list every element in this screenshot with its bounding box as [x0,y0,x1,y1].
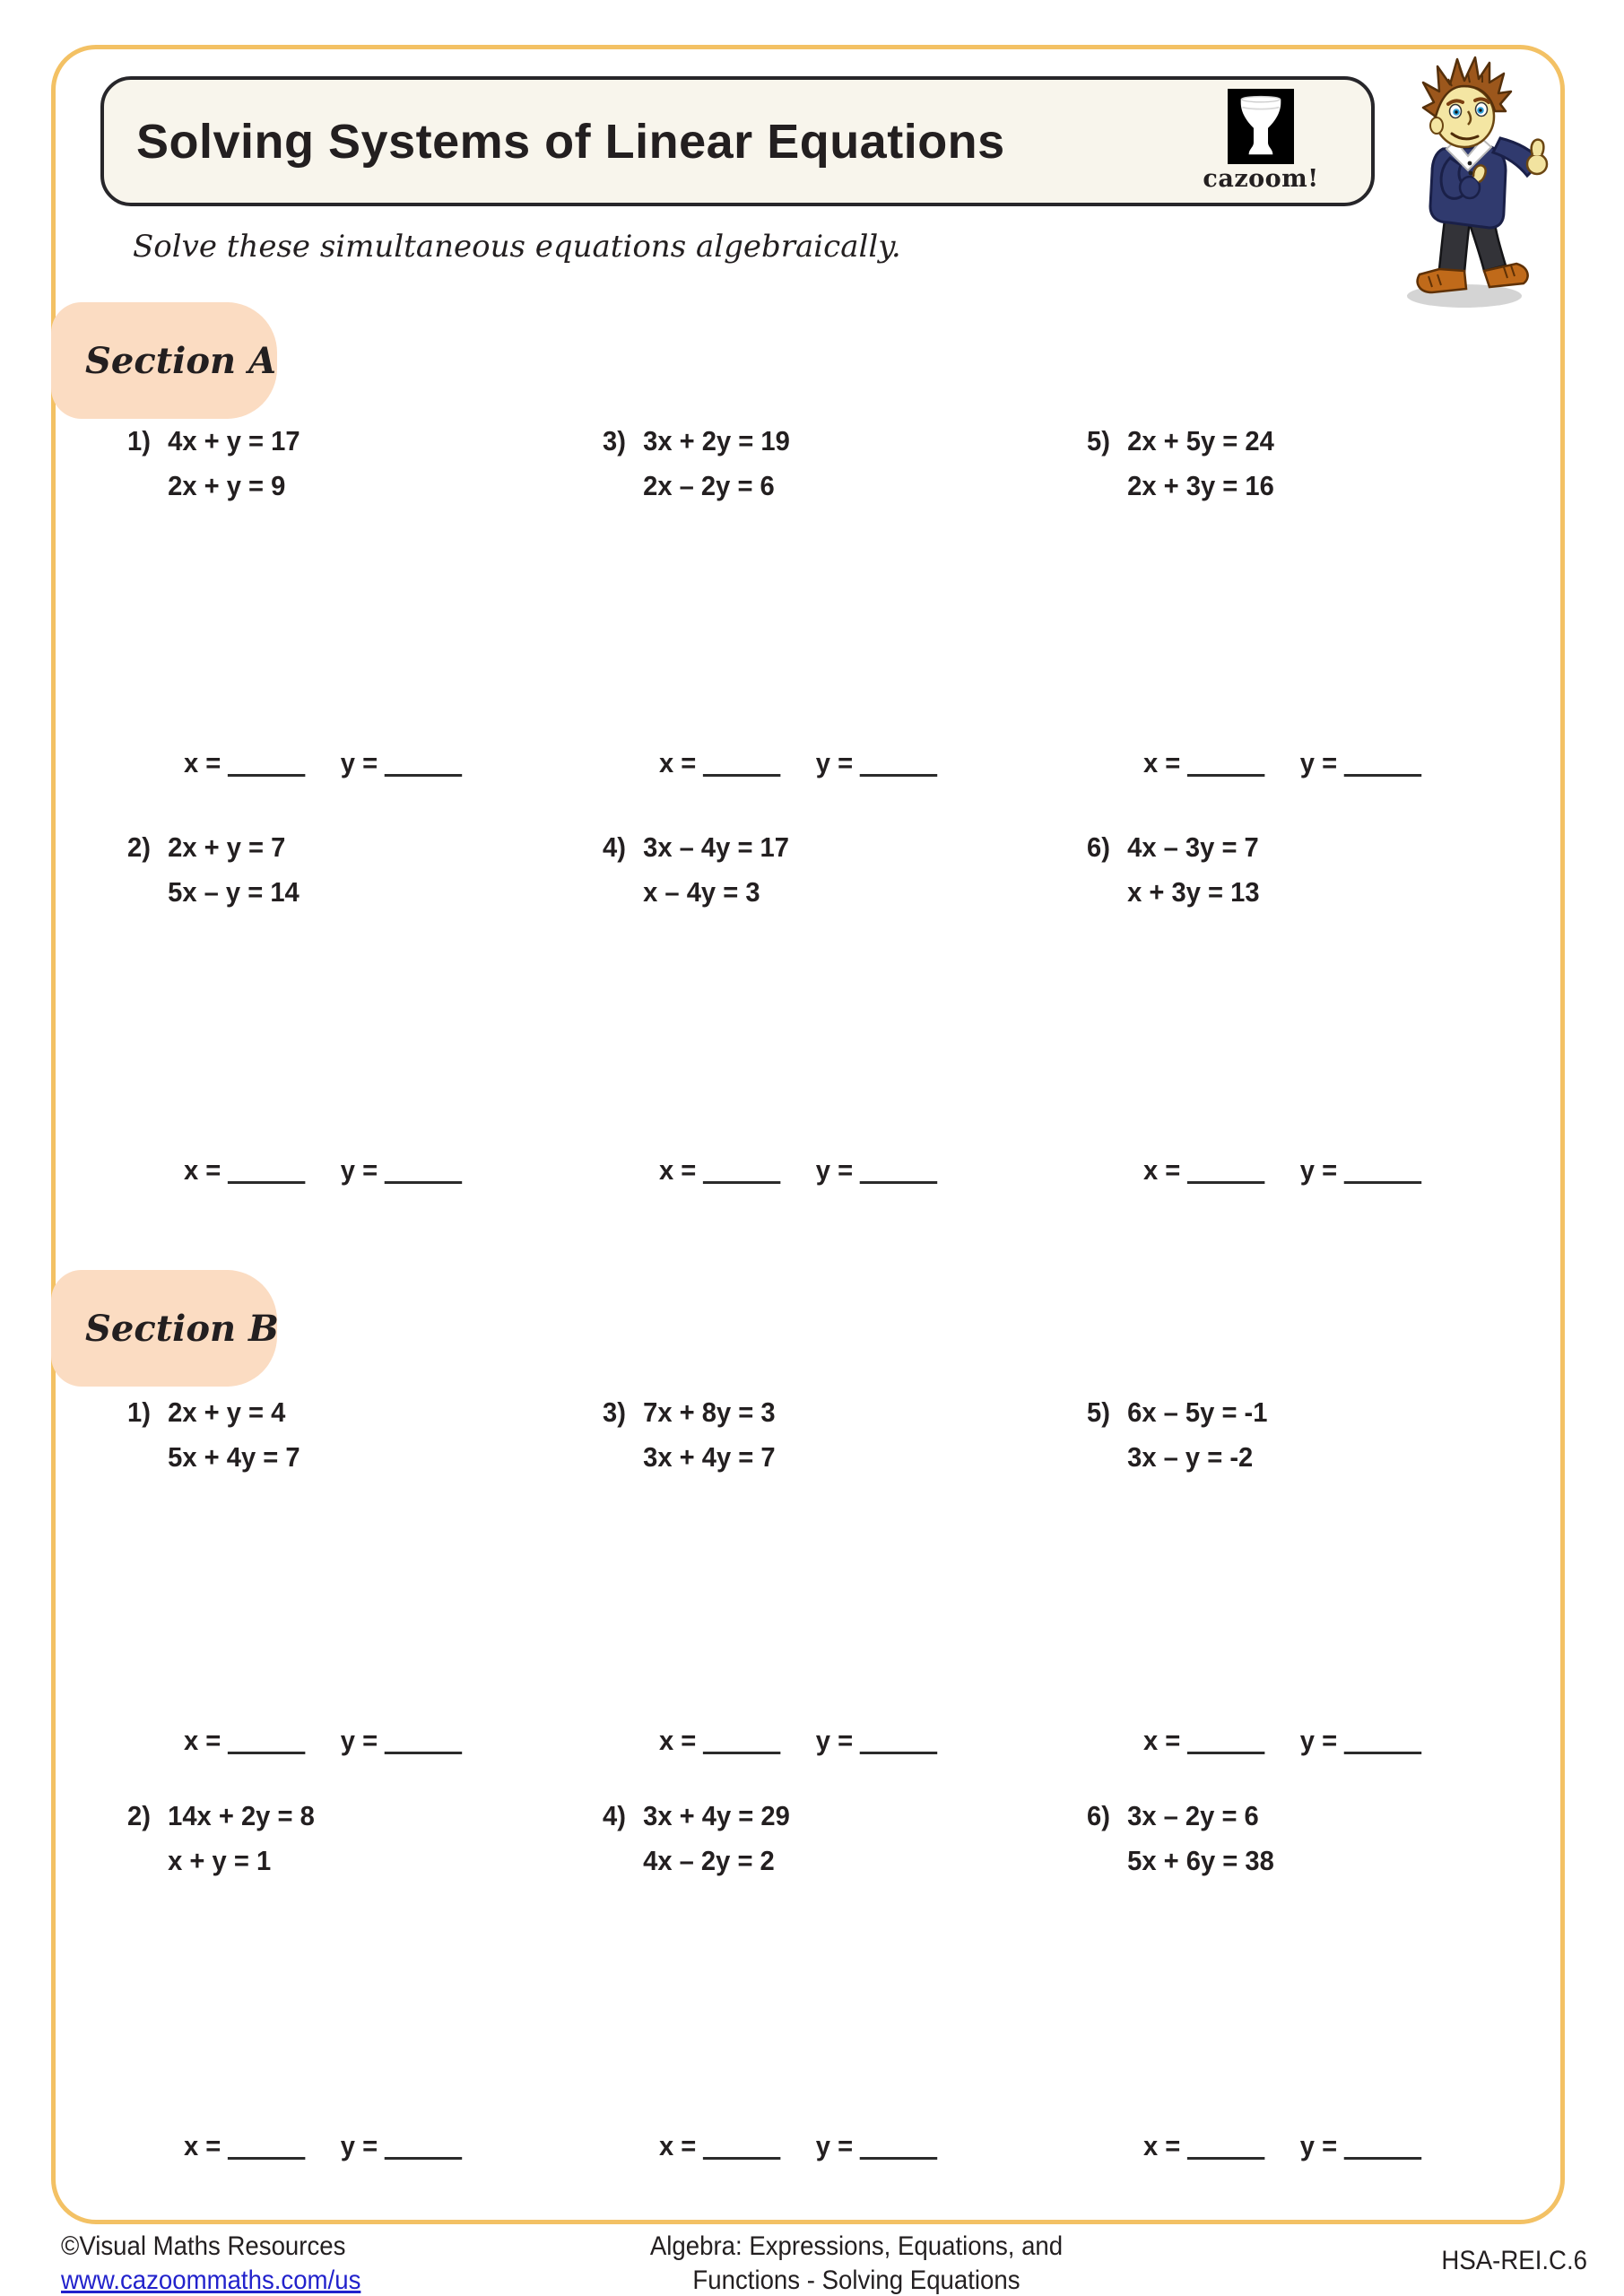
equation-2: 2x – 2y = 6 [643,470,775,501]
problem-number: 3) [603,425,626,457]
problem-b1 [127,1390,300,1480]
problem-a6 [1087,825,1260,915]
x-label: x = [1143,1725,1181,1756]
problem-number: 6) [1087,1800,1110,1831]
problem-number: 2) [127,831,151,863]
answer-line-a1 [184,747,462,779]
instruction-text: Solve these simultaneous equations algebraically. [133,229,901,265]
x-label: x = [184,747,221,778]
x-label: x = [659,1725,697,1756]
x-label: x = [1143,1154,1181,1186]
problem-b5 [1087,1390,1267,1480]
y-label: y = [340,1725,378,1756]
problem-number: 5) [1087,425,1110,457]
equation-1: 3x – 2y = 6 [1127,1800,1259,1831]
y-label: y = [1299,1725,1338,1756]
problem-a3 [603,419,790,509]
equation-2: 4x – 2y = 2 [643,1845,775,1876]
answer-line-b4 [659,2130,937,2162]
section-a-label [51,302,277,419]
problem-a4 [603,825,789,915]
equation-2: 5x – y = 14 [168,876,300,908]
problem-number: 3) [603,1396,626,1428]
equation-1: 14x + 2y = 8 [168,1800,315,1831]
answer-blank-y[interactable] [385,1752,462,1754]
answer-blank-x[interactable] [703,1181,780,1184]
equation-2: 5x + 4y = 7 [168,1441,300,1473]
cazoom-logo [1194,89,1328,196]
answer-blank-y[interactable] [1344,774,1421,777]
answer-blank-x[interactable] [1187,774,1264,777]
x-label: x = [659,2130,697,2161]
answer-line-a4 [659,1154,937,1187]
answer-line-b6 [1143,2130,1421,2162]
answer-blank-x[interactable] [228,774,305,777]
problem-number: 4) [603,831,626,863]
equation-2: x – 4y = 3 [643,876,760,908]
x-label: x = [184,1725,221,1756]
equation-1: 3x + 4y = 29 [643,1800,790,1831]
problem-a2 [127,825,300,915]
page-title: Solving Systems of Linear Equations [136,114,1005,169]
y-label: y = [1299,1154,1338,1186]
equation-2: 2x + y = 9 [168,470,286,501]
x-label: x = [184,1154,221,1186]
logo-wordmark: cazoom! [1203,165,1319,193]
equation-1: 2x + y = 7 [168,831,286,863]
topic-line-2: Functions - Solving Equations [692,2266,1020,2295]
answer-blank-y[interactable] [860,1181,937,1184]
y-label: y = [1299,2130,1338,2161]
y-label: y = [815,1154,854,1186]
equation-1: 2x + y = 4 [168,1396,286,1428]
answer-blank-x[interactable] [228,1181,305,1184]
answer-line-b2 [184,2130,462,2162]
y-label: y = [815,2130,854,2161]
topic-line-1: Algebra: Expressions, Equations, and [649,2231,1064,2261]
answer-blank-x[interactable] [228,1752,305,1754]
equation-1: 4x + y = 17 [168,425,300,457]
answer-blank-y[interactable] [860,2157,937,2160]
answer-line-b5 [1143,1725,1421,1757]
equation-2: x + y = 1 [168,1845,272,1876]
mascot-boy-illustration [1393,52,1550,317]
problem-number: 2) [127,1800,151,1831]
y-label: y = [340,747,378,778]
answer-blank-y[interactable] [860,1752,937,1754]
section-a-title: Section A [85,339,277,382]
problem-b6 [1087,1794,1274,1883]
problem-number: 1) [127,1396,151,1428]
answer-blank-x[interactable] [703,774,780,777]
problem-number: 1) [127,425,151,457]
equation-2: 3x + 4y = 7 [643,1441,776,1473]
x-label: x = [659,1154,697,1186]
footer-topic [572,2230,1142,2296]
answer-blank-x[interactable] [1187,2157,1264,2160]
problem-a5 [1087,419,1274,509]
equation-1: 4x – 3y = 7 [1127,831,1259,863]
copyright-text: ©Visual Maths Resources [61,2231,346,2261]
equation-2: 5x + 6y = 38 [1127,1845,1274,1876]
answer-line-b1 [184,1725,462,1757]
equation-1: 7x + 8y = 3 [643,1396,776,1428]
answer-line-b3 [659,1725,937,1757]
equation-1: 2x + 5y = 24 [1127,425,1274,457]
equation-1: 6x – 5y = -1 [1127,1396,1268,1428]
problem-number: 6) [1087,831,1110,863]
answer-blank-y[interactable] [385,1181,462,1184]
answer-blank-y[interactable] [860,774,937,777]
problem-number: 5) [1087,1396,1110,1428]
answer-blank-x[interactable] [1187,1181,1264,1184]
answer-blank-x[interactable] [1187,1752,1264,1754]
y-label: y = [815,747,854,778]
djembe-drum-icon [1228,89,1294,164]
equation-2: 2x + 3y = 16 [1127,470,1274,501]
title-box [100,76,1375,206]
answer-blank-y[interactable] [1344,1752,1421,1754]
y-label: y = [815,1725,854,1756]
problem-number: 4) [603,1800,626,1831]
problem-b3 [603,1390,776,1480]
answer-blank-x[interactable] [703,1752,780,1754]
answer-blank-y[interactable] [1344,2157,1421,2160]
x-label: x = [659,747,697,778]
website-link[interactable]: www.cazoommaths.com/us [61,2266,361,2295]
answer-blank-y[interactable] [1344,1181,1421,1184]
x-label: x = [1143,747,1181,778]
answer-blank-x[interactable] [228,2157,305,2160]
answer-line-a3 [659,747,937,779]
footer-left [61,2230,360,2296]
problem-a1 [127,419,300,509]
section-b-label [51,1270,277,1387]
answer-blank-x[interactable] [703,2157,780,2160]
equation-1: 3x – 4y = 17 [643,831,789,863]
y-label: y = [340,2130,378,2161]
answer-line-a5 [1143,747,1421,779]
section-b-title: Section B [85,1307,279,1350]
standard-code: HSA-REI.C.6 [1441,2246,1587,2275]
y-label: y = [1299,747,1338,778]
problem-b4 [603,1794,790,1883]
answer-line-a6 [1143,1154,1421,1187]
answer-blank-y[interactable] [385,774,462,777]
answer-line-a2 [184,1154,462,1187]
problem-b2 [127,1794,315,1883]
x-label: x = [184,2130,221,2161]
answer-blank-y[interactable] [385,2157,462,2160]
x-label: x = [1143,2130,1181,2161]
equation-2: 3x – y = -2 [1127,1441,1254,1473]
equation-2: x + 3y = 13 [1127,876,1260,908]
page-border-frame [51,45,1565,2224]
equation-1: 3x + 2y = 19 [643,425,790,457]
y-label: y = [340,1154,378,1186]
